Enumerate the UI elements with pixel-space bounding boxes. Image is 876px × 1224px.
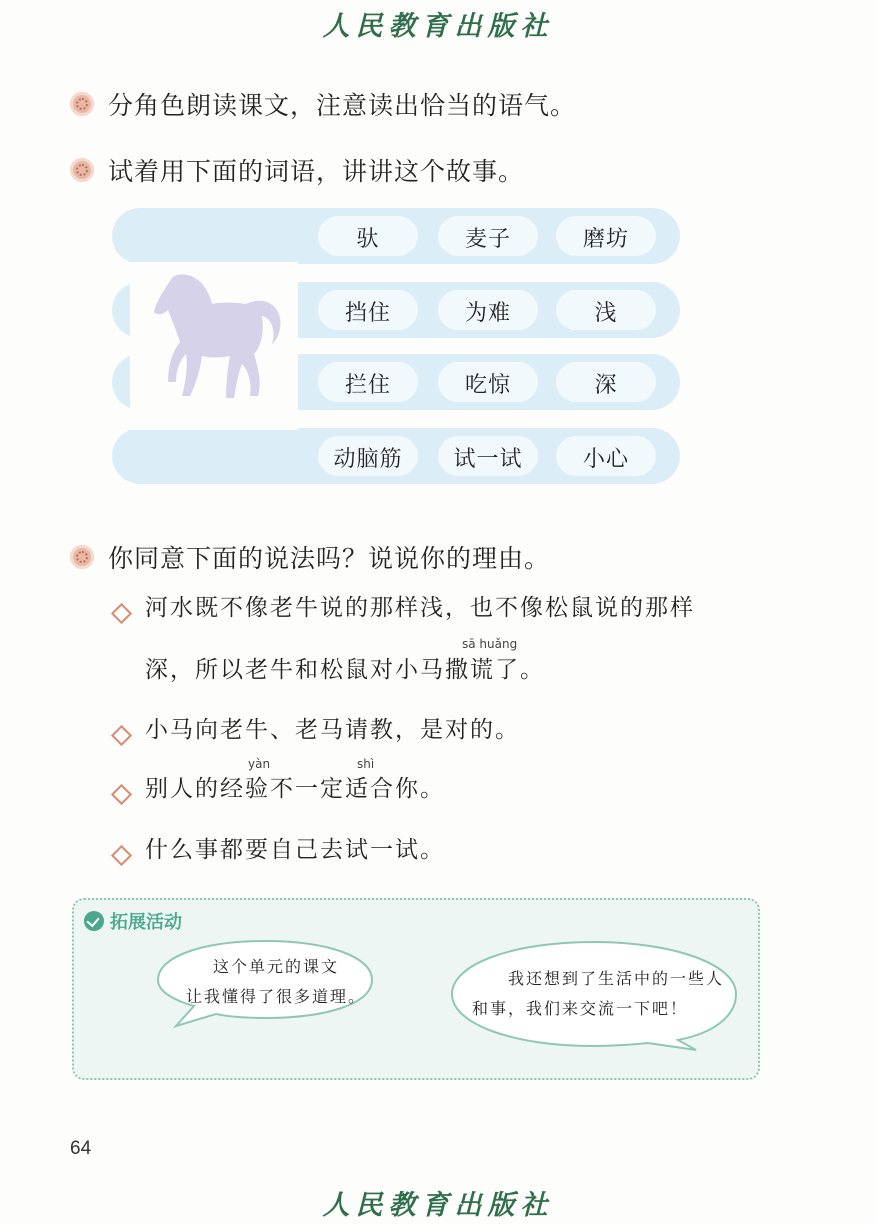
- statement-text: 河水既不像老牛说的那样浅，也不像松鼠说的那样: [145, 595, 695, 621]
- check-leaf-icon: [84, 911, 104, 931]
- task-text: 你同意下面的说法吗？说说你的理由。: [108, 544, 551, 573]
- diamond-bullet-icon: [111, 725, 132, 746]
- pinyin-annotation: shì: [357, 757, 375, 771]
- statement-text: 小马向老牛、老马请教，是对的。: [145, 717, 520, 743]
- word-item: 挡住: [344, 301, 391, 326]
- horse-silhouette-icon: [150, 270, 285, 425]
- word-item: 小心: [582, 447, 629, 472]
- word-item: 浅: [594, 301, 618, 326]
- statement-text: 什么事都要自己去试一试。: [145, 837, 445, 863]
- task-1: [70, 86, 576, 122]
- pinyin-annotation: sā huǎng: [462, 637, 518, 651]
- diamond-bullet-icon: [111, 784, 132, 805]
- statement-3: [108, 775, 445, 803]
- activity-title: [84, 908, 182, 934]
- task-bullet-icon: [70, 92, 94, 116]
- speech-bubble-1-text: 这个单元的课文 让我懂得了很多道理。: [186, 957, 367, 1006]
- statement-2: [108, 716, 520, 744]
- task-text: 分角色朗读课文，注意读出恰当的语气。: [108, 91, 577, 120]
- task-bullet-icon: [70, 545, 94, 569]
- word-item: 动脑筋: [333, 447, 403, 472]
- diamond-bullet-icon: [111, 603, 132, 624]
- activity-title-text: 拓展活动: [110, 912, 182, 933]
- word-item: 磨坊: [582, 227, 629, 252]
- word-item: 为难: [464, 301, 511, 326]
- statement-1-continuation: 深，所以老牛和松鼠对小马撒谎了。: [145, 657, 545, 683]
- statement-1: [108, 594, 695, 622]
- word-item: 试一试: [453, 447, 523, 472]
- page-number: 64: [70, 1138, 92, 1159]
- pinyin-annotation: yàn: [248, 757, 271, 771]
- statement-4: [108, 836, 445, 864]
- task-2: [70, 152, 524, 188]
- diamond-bullet-icon: [111, 845, 132, 866]
- word-item: 麦子: [464, 227, 511, 252]
- word-item: 深: [594, 373, 618, 398]
- task-3: [70, 539, 550, 575]
- speech-bubble-2-text: 我还想到了生活中的一些人 和事，我们来交流一下吧！: [472, 969, 725, 1018]
- task-text: 试着用下面的词语，讲讲这个故事。: [108, 157, 525, 186]
- task-bullet-icon: [70, 158, 94, 182]
- statement-text: 别人的经验不一定适合你。: [145, 776, 445, 802]
- word-item: 拦住: [344, 373, 391, 398]
- word-item: 吃惊: [464, 373, 511, 398]
- word-item: 驮: [356, 227, 380, 252]
- publisher-header: 人民教育出版社: [322, 11, 554, 42]
- publisher-footer: 人民教育出版社: [322, 1190, 554, 1221]
